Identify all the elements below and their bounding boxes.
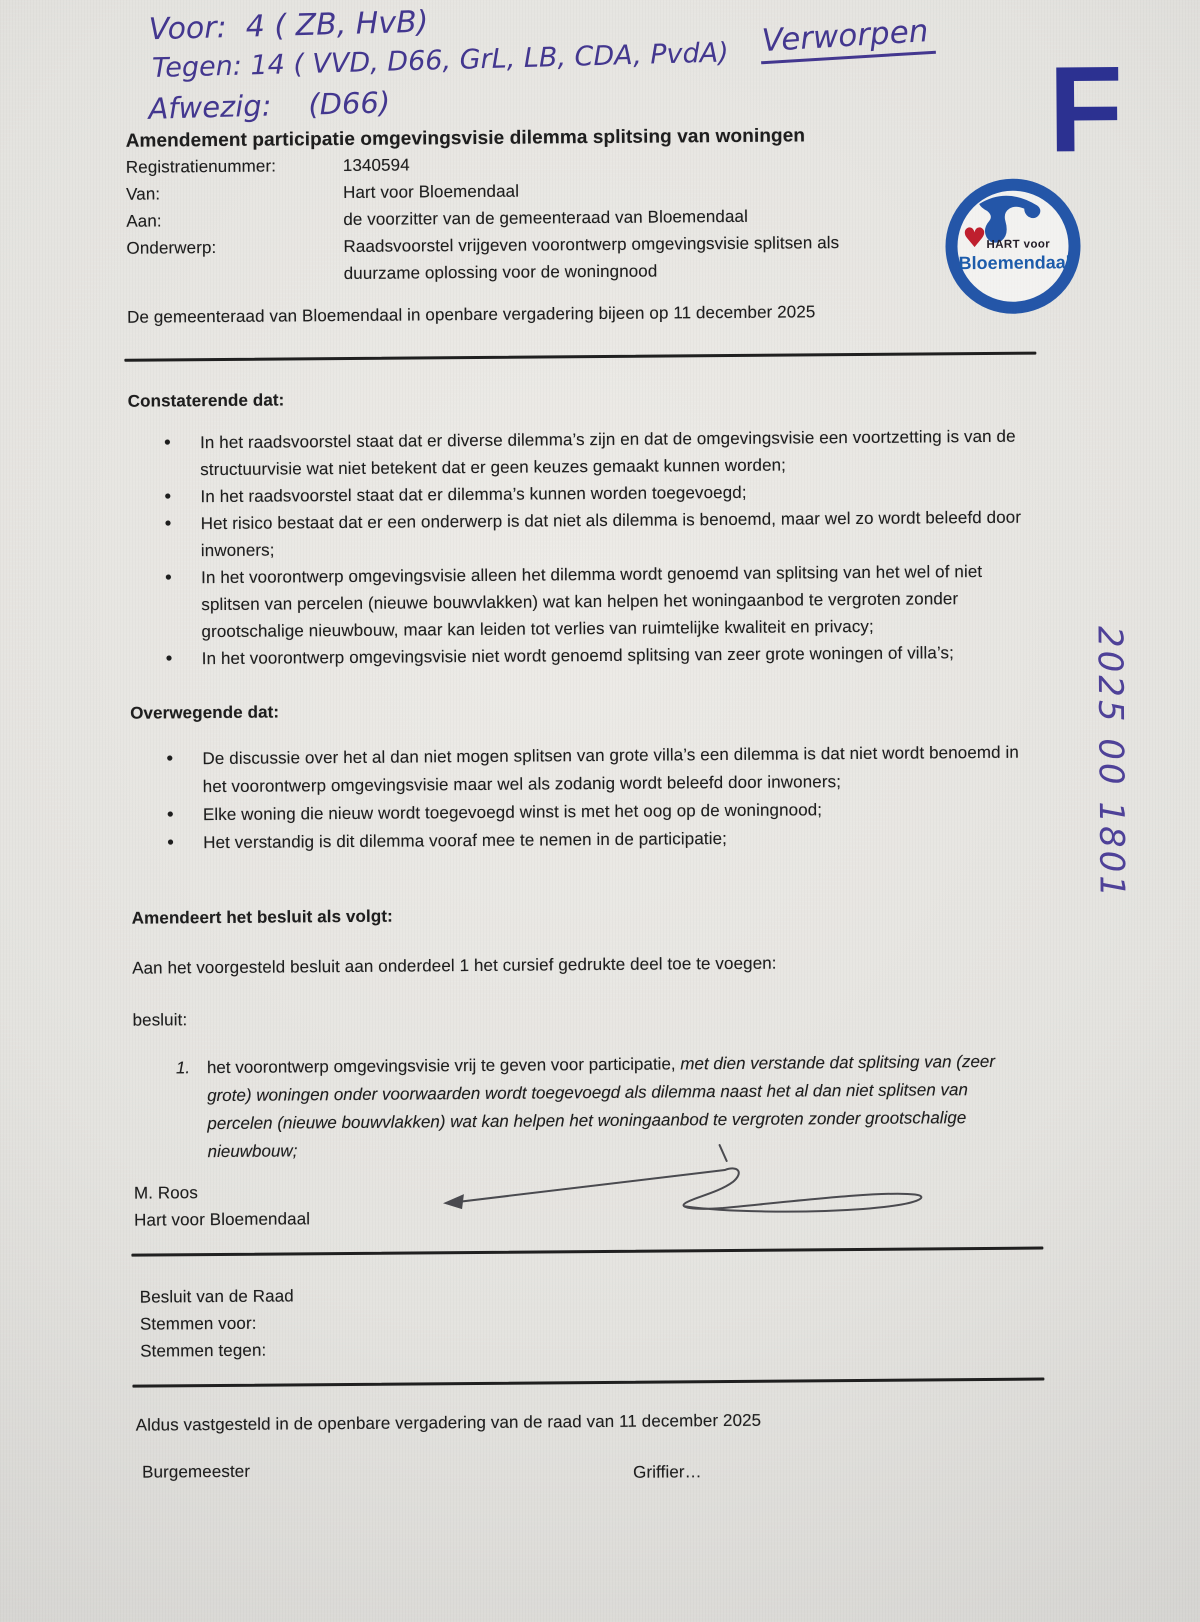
clerk-label: Griffier… <box>633 1462 702 1482</box>
decision-heading: Besluit van de Raad <box>139 1286 294 1307</box>
signatory-name: M. Roos <box>133 1183 198 1203</box>
overwegende-bullet-list <box>130 739 1031 858</box>
meta-value-to: de voorzitter van de gemeenteraad van Bloemendaal <box>343 206 749 229</box>
divider-line-bottom <box>132 1378 1044 1388</box>
agenda-letter-f: F <box>1047 40 1122 178</box>
decision-item-lead: het voorontwerp omgevingsvisie vrij te geven voor participatie, <box>206 1054 681 1078</box>
handwritten-votes-for: Voor: 4 ( ZB, HvB) <box>148 4 429 48</box>
divider-line-middle <box>131 1247 1043 1257</box>
adoption-statement: Aldus vastgesteld in de openbare vergadering van de raad van 11 december 2025 <box>135 1410 762 1435</box>
document-title: Amendement participatie omgevingsvisie dilemma splitsing van woningen <box>125 125 806 152</box>
bullet-item: • In het voorontwerp omgevingsvisie alleen het dilemma wordt genoemd van splitsing van het wel of niet splitsen van percelen (nieuwe bouwvlakken) wat kan helpen het woningaanbod te vergroten zonder grootschalige nieuwbouw, maar kan leiden tot verlies van ruimtelijke kwaliteit en privacy; <box>129 558 1030 646</box>
bullet-item: • In het voorontwerp omgevingsvisie niet wordt genoemd splitsing van zeer grote woningen of villa’s; <box>130 639 1030 673</box>
mayor-label: Burgemeester <box>142 1461 251 1482</box>
intro-line: De gemeenteraad van Bloemendaal in openbare vergadering bijeen op 11 december 2025 <box>126 302 816 327</box>
decision-item-amended-text: met dien verstande dat splitsing van (zeer grote) woningen onder voorwaarden wordt toegevoegd als dilemma naast het al dan niet splitsen van percelen (nieuwe bouwvlakken) wat kan helpen het woningaanbod te vergroten zonder grootschalige nieuwbouw; <box>207 1051 996 1162</box>
handwritten-verdict: Verworpen <box>759 13 936 64</box>
meta-label-registration: Registratienummer: <box>125 156 277 177</box>
handwritten-absent: Afwezig: (D66) <box>147 85 391 126</box>
logo-text-hart-voor: HART voor <box>986 238 1051 251</box>
handwritten-dossier-number: 2025 00 1801 <box>1089 625 1132 901</box>
section-heading-constaterende: Constaterende dat: <box>127 390 285 411</box>
bullet-item: • In het raadsvoorstel staat dat er diverse dilemma’s zijn en dat de omgevingsvisie een voortzetting is van de structuurvisie wat niet betekent dat er geen keuzes gemaakt kunnen worden; <box>128 423 1028 484</box>
party-logo <box>945 178 1081 314</box>
bullet-item: • Het risico bestaat dat er een onderwerp is dat niet als dilemma is benoemd, maar wel zo wordt beleefd door inwoners; <box>129 504 1029 565</box>
votes-for-label: Stemmen voor: <box>139 1313 257 1334</box>
bullet-item: • Elke woning die nieuw wordt toegevoegd winst is met het oog op de woningnood; <box>131 795 1031 830</box>
handwritten-votes-against: Tegen: 14 ( VVD, D66, GrL, LB, CDA, PvdA) <box>151 37 730 85</box>
bullet-item: • De discussie over het al dan niet mogen splitsen van grote villa’s een dilemma is dat niet wordt benoemd in het voorontwerp omgevingsvisie maar wel als zodanig wordt beleefd door inwoners; <box>130 739 1030 802</box>
bullet-item: • Het verstandig is dit dilemma vooraf mee te nemen in de participatie; <box>131 823 1031 858</box>
section-heading-amendeert: Amendeert het besluit als volgt: <box>131 906 393 928</box>
divider-line-top <box>124 352 1036 362</box>
meta-label-to: Aan: <box>126 211 162 231</box>
meta-value-subject: Raadsvoorstel vrijgeven voorontwerp omgevingsvisie splitsen als duurzame oplossing voor de woningnood <box>343 233 840 283</box>
decision-item-number: 1. <box>175 1058 191 1078</box>
votes-against-label: Stemmen tegen: <box>140 1340 267 1361</box>
meta-value-registration: 1340594 <box>342 155 410 175</box>
meta-label-subject: Onderwerp: <box>126 237 217 258</box>
signature-scribble <box>433 1135 934 1229</box>
besluit-label: besluit: <box>132 1010 188 1030</box>
signatory-party: Hart voor Bloemendaal <box>134 1209 311 1230</box>
meta-value-from: Hart voor Bloemendaal <box>342 181 520 202</box>
amendment-instruction: Aan het voorgesteld besluit aan onderdeel 1 het cursief gedrukte deel toe te voegen: <box>132 953 777 978</box>
section-heading-overwegende: Overwegende dat: <box>130 702 280 723</box>
meta-label-from: Van: <box>125 184 161 204</box>
heart-icon: ♥ <box>962 222 987 255</box>
logo-text-bloemendaal: Bloemendaal <box>958 252 1071 274</box>
bullet-item: • In het raadsvoorstel staat dat er dilemma’s kunnen worden toegevoegd; <box>128 477 1028 511</box>
constaterende-bullet-list <box>128 423 1030 673</box>
